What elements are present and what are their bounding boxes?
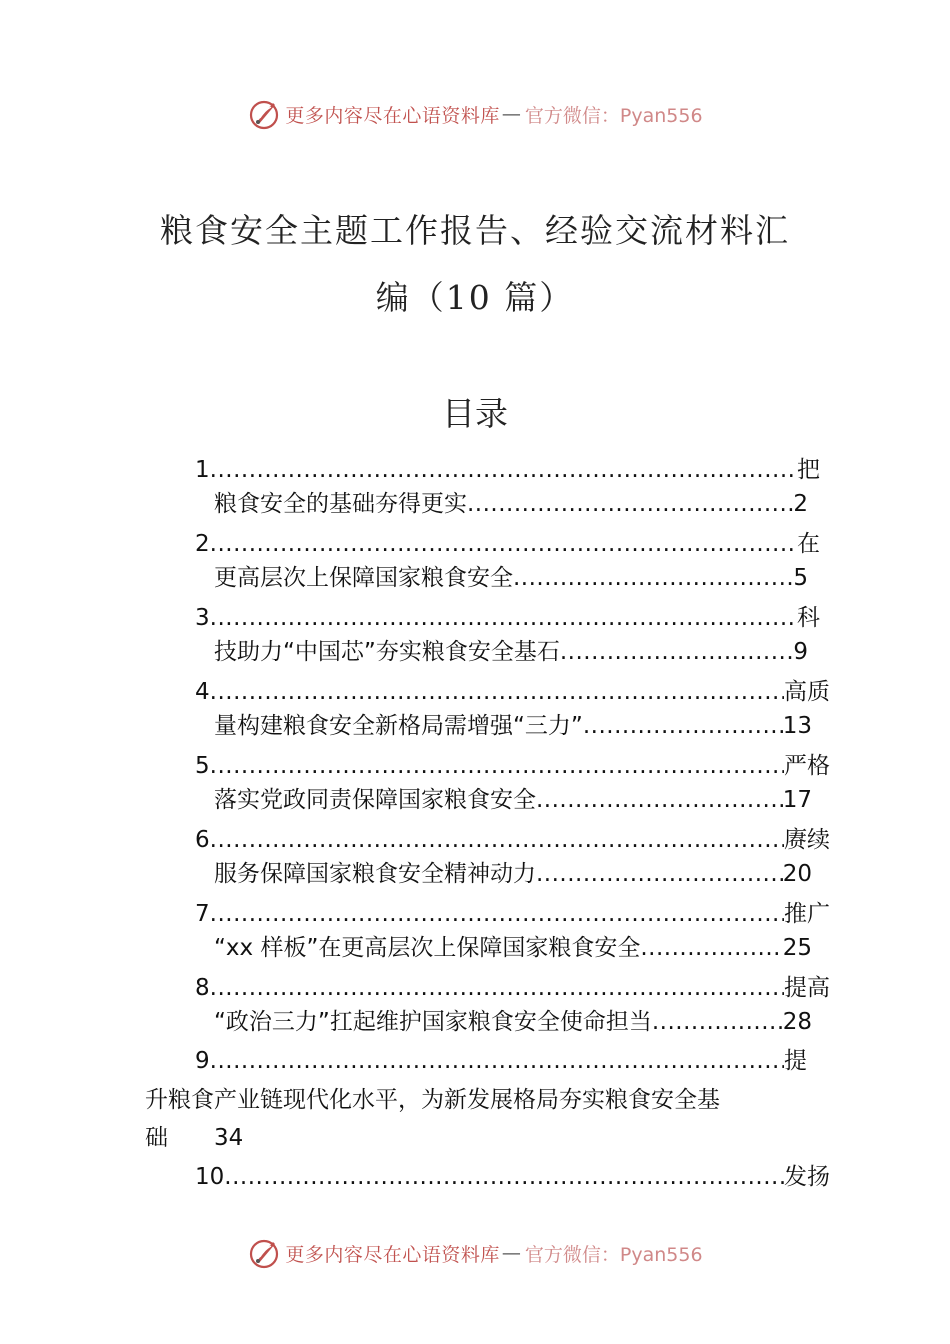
toc-entry-9-line1[interactable] <box>195 1046 807 1076</box>
watermark-wechat: 官方微信：Pyan556 <box>524 1243 703 1266</box>
toc-leader-dots <box>210 973 784 1003</box>
document-title-line2: 编（10 篇） <box>375 278 575 317</box>
toc-entry-3-line2[interactable] <box>214 637 808 667</box>
toc-entry-4-line2[interactable] <box>214 711 812 741</box>
toc-entry-number: 10 <box>195 1164 225 1190</box>
toc-leader-dots <box>210 1046 784 1076</box>
toc-entry-number: 5 <box>195 753 210 779</box>
toc-entry-title: 粮食安全的基础夯得更实 <box>214 491 467 517</box>
toc-entry-page: 2 <box>793 491 808 517</box>
toc-entry-title: 技助力“中国芯”夯实粮食安全基石 <box>214 639 560 665</box>
toc-leader-dots <box>210 603 797 633</box>
toc-entry-title: 更高层次上保障国家粮食安全 <box>214 565 513 591</box>
watermark-text: 更多内容尽在心语资料库 <box>285 104 500 127</box>
toc-heading: 目录 <box>442 394 508 433</box>
toc-entry-title: 服务保障国家粮食安全精神动力 <box>214 861 536 887</box>
toc-entry-8-line2[interactable] <box>214 1007 812 1037</box>
toc-entry-page: 20 <box>782 861 812 887</box>
toc-entry-title: “xx 样板”在更高层次上保障国家粮食安全 <box>214 935 641 961</box>
toc-entry-1-line2[interactable] <box>214 489 808 519</box>
document-title-line1: 粮食安全主题工作报告、经验交流材料汇 <box>160 211 790 250</box>
watermark-footer <box>0 1233 950 1273</box>
toc-entry-head: 推广 <box>784 901 830 927</box>
toc-entry-5-line1[interactable] <box>195 751 830 781</box>
toc-entry-8-line1[interactable] <box>195 973 830 1003</box>
toc-entry-5-line2[interactable] <box>214 785 812 815</box>
quill-logo-icon <box>247 97 281 131</box>
toc-entry-page: 17 <box>782 787 812 813</box>
toc-leader-dots <box>467 489 793 519</box>
toc-leader-dots <box>224 1162 784 1192</box>
toc-leader-dots <box>210 825 784 855</box>
toc-entry-page: 34 <box>214 1125 244 1151</box>
toc-entry-6-line2[interactable] <box>214 859 812 889</box>
toc-leader-dots <box>640 933 782 963</box>
toc-entry-head: 发扬 <box>784 1164 830 1190</box>
watermark-text: 更多内容尽在心语资料库 <box>285 1243 500 1266</box>
toc-entry-number: 7 <box>195 901 210 927</box>
toc-leader-dots <box>210 529 797 559</box>
toc-entry-head: 提高 <box>784 975 830 1001</box>
toc-leader-dots <box>583 711 783 741</box>
toc-entry-2-line1[interactable] <box>195 529 820 559</box>
toc-entry-head: 严格 <box>784 753 830 779</box>
watermark-separator: — <box>501 103 521 125</box>
toc-entry-title: 础 <box>145 1125 168 1151</box>
toc-leader-dots <box>560 637 794 667</box>
toc-entry-page: 5 <box>793 565 808 591</box>
toc-leader-dots <box>210 677 784 707</box>
toc-entry-number: 6 <box>195 827 210 853</box>
toc-entry-6-line1[interactable] <box>195 825 830 855</box>
toc-entry-7-line1[interactable] <box>195 899 830 929</box>
toc-entry-head: 在 <box>797 531 820 557</box>
watermark-wechat: 官方微信：Pyan556 <box>524 104 703 127</box>
toc-entry-9-line3[interactable] <box>145 1123 243 1153</box>
toc-leader-dots <box>652 1007 783 1037</box>
toc-entry-number: 4 <box>195 679 210 705</box>
toc-entry-7-line2[interactable] <box>214 933 812 963</box>
toc-entry-3-line1[interactable] <box>195 603 820 633</box>
toc-entry-number: 8 <box>195 975 210 1001</box>
toc-entry-title: 量构建粮食安全新格局需增强“三力” <box>214 713 583 739</box>
toc-entry-number: 2 <box>195 531 210 557</box>
toc-entry-number: 1 <box>195 457 210 483</box>
toc-entry-head: 提 <box>784 1048 807 1074</box>
watermark-header <box>0 94 950 134</box>
toc-entry-2-line2[interactable] <box>214 563 808 593</box>
toc-entry-9-line2[interactable]: 升粮食产业链现代化水平，为新发展格局夯实粮食安全基 <box>145 1087 720 1113</box>
toc-entry-head: 赓续 <box>784 827 830 853</box>
toc-entry-page: 28 <box>782 1009 812 1035</box>
toc-entry-10-line1[interactable] <box>195 1162 830 1192</box>
watermark-separator: — <box>501 1242 521 1264</box>
toc-leader-dots <box>513 563 793 593</box>
toc-entry-page: 25 <box>782 935 812 961</box>
quill-logo-icon <box>247 1236 281 1270</box>
toc-leader-dots <box>210 455 797 485</box>
toc-leader-dots <box>210 899 784 929</box>
toc-entry-head: 把 <box>797 457 820 483</box>
toc-entry-title: 落实党政同责保障国家粮食安全 <box>214 787 536 813</box>
toc-leader-dots <box>536 785 783 815</box>
toc-entry-head: 高质 <box>784 679 830 705</box>
toc-leader-dots <box>536 859 783 889</box>
toc-entry-number: 3 <box>195 605 210 631</box>
toc-entry-number: 9 <box>195 1048 210 1074</box>
toc-entry-title: “政治三力”扛起维护国家粮食安全使命担当 <box>214 1009 652 1035</box>
toc-entry-1-line1[interactable] <box>195 455 820 485</box>
toc-entry-page: 13 <box>782 713 812 739</box>
toc-entry-4-line1[interactable] <box>195 677 830 707</box>
toc-leader-dots <box>210 751 784 781</box>
toc-entry-head: 科 <box>797 605 820 631</box>
toc-entry-page: 9 <box>793 639 808 665</box>
